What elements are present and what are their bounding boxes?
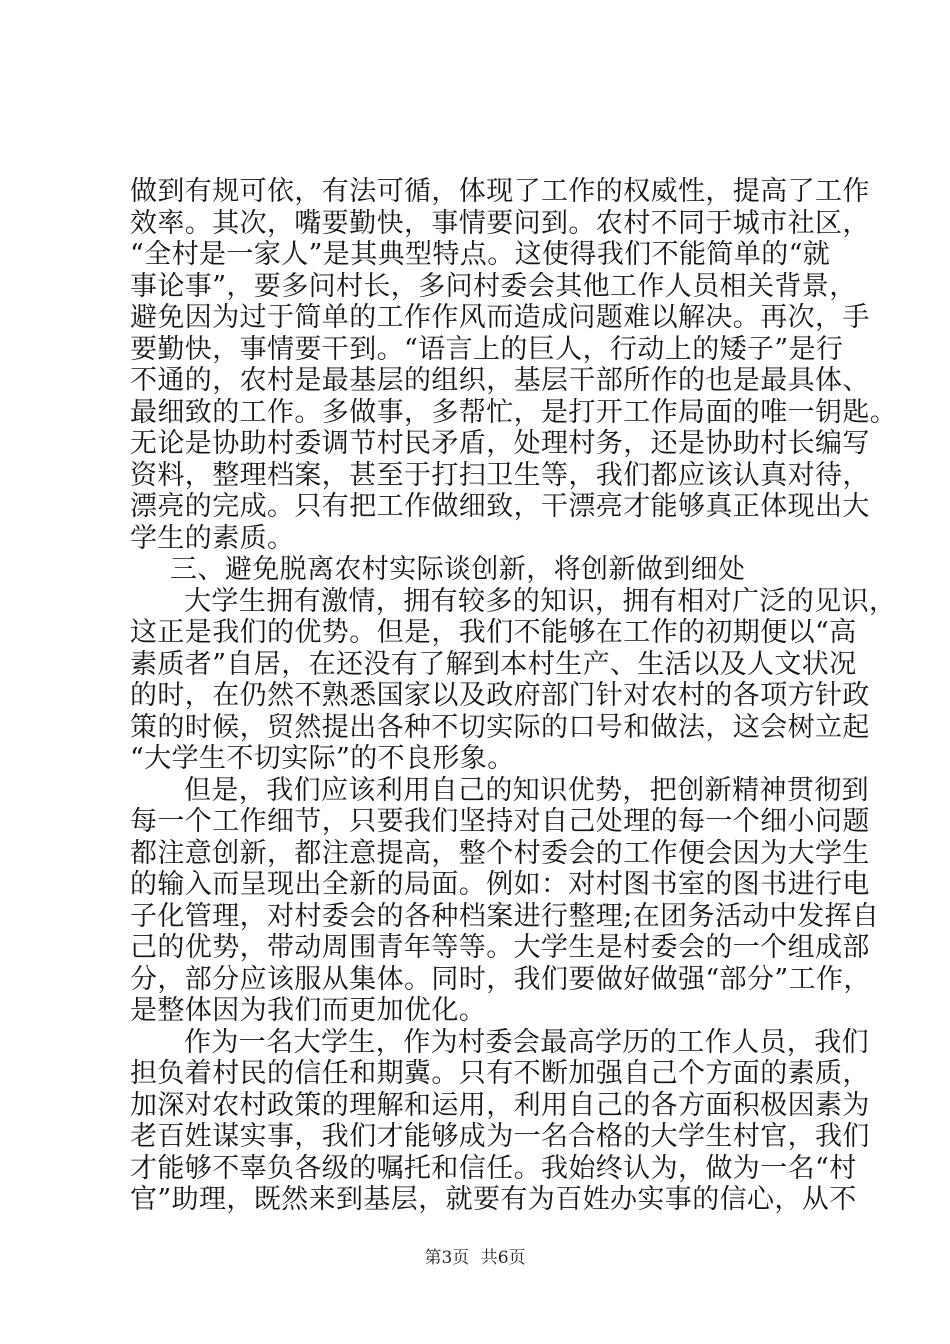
text-line: 但是，我们应该利用自己的知识优势，把创新精神贯彻到 xyxy=(184,774,869,806)
text-line: 老百姓谋实事，我们才能够成为一名合格的大学生村官，我们 xyxy=(130,1121,870,1152)
text-line: 这正是我们的优势。但是，我们不能够在工作的初期便以“高 xyxy=(130,617,857,648)
text-line: 作为一名大学生，作为村委会最高学历的工作人员，我们 xyxy=(184,1026,869,1058)
text-line: “全村是一家人”是其典型特点。这使得我们不能简单的“就 xyxy=(130,239,831,270)
page-total: 共6页 xyxy=(480,1248,526,1268)
text-line: 官”助理，既然来到基层，就要有为百姓办实事的信心，从不 xyxy=(130,1184,857,1215)
text-line: “大学生不切实际”的不良形象。 xyxy=(130,743,515,774)
text-line: 做到有规可依，有法可循，体现了工作的权威性，提高了工作 xyxy=(130,176,870,207)
text-line: 学生的素质。 xyxy=(130,522,295,554)
text-line: 资料，整理档案，甚至于打扫卫生等，我们都应该认真对待， xyxy=(130,459,870,491)
text-line: 每一个工作细节，只要我们坚持对自己处理的每一个细小问题 xyxy=(130,806,870,837)
text-line: 己的优势，带动周围青年等等。大学生是村委会的一个组成部 xyxy=(130,932,870,963)
text-line: 漂亮的完成。只有把工作做细致，干漂亮才能够真正体现出大 xyxy=(130,491,870,522)
text-line: 是整体因为我们而更加优化。 xyxy=(130,995,487,1026)
text-line: 最细致的工作。多做事，多帮忙，是打开工作局面的唯一钥匙。 xyxy=(130,396,898,428)
text-line: 不通的，农村是最基层的组织，基层干部所作的也是最具体、 xyxy=(130,365,870,396)
text-line: 素质者”自居，在还没有了解到本村生产、生活以及人文状况 xyxy=(130,648,857,680)
text-line: 都注意创新，都注意提高，整个村委会的工作便会因为大学生 xyxy=(130,837,870,869)
page-footer xyxy=(0,1243,950,1268)
text-line: 要勤快，事情要干到。“语言上的巨人，行动上的矮子”是行 xyxy=(130,333,844,365)
text-line: 效率。其次，嘴要勤快，事情要问到。农村不同于城市社区， xyxy=(130,207,870,239)
text-line: 的输入而呈现出全新的局面。例如：对村图书室的图书进行电 xyxy=(130,869,870,900)
page-number: 第3页 xyxy=(424,1248,470,1268)
text-line: 子化管理，对村委会的各种档案进行整理;在团务活动中发挥自 xyxy=(130,900,880,932)
text-line: 避免因为过于简单的工作作风而造成问题难以解决。再次，手 xyxy=(130,302,870,333)
body-text xyxy=(130,176,898,1216)
text-line: 大学生拥有激情，拥有较多的知识，拥有相对广泛的见识， xyxy=(184,585,897,617)
text-line: 加深对农村政策的理解和运用，利用自己的各方面积极因素为 xyxy=(130,1089,870,1121)
text-line: 分，部分应该服从集体。同时，我们要做好做强“部分”工作， xyxy=(130,963,871,995)
text-line: 担负着村民的信任和期冀。只有不断加强自己个方面的素质， xyxy=(130,1058,870,1089)
section-heading: 三、避免脱离农村实际谈创新，将创新做到细处 xyxy=(170,554,746,585)
text-line: 无论是协助村委调节村民矛盾，处理村务，还是协助村长编写 xyxy=(130,428,870,459)
text-line: 的时，在仍然不熟悉国家以及政府部门针对农村的各项方针政 xyxy=(130,680,870,711)
text-line: 才能够不辜负各级的嘱托和信任。我始终认为，做为一名“村 xyxy=(130,1152,857,1184)
text-line: 事论事”，要多问村长，多问村委会其他工作人员相关背景， xyxy=(130,270,857,302)
text-line: 策的时候，贸然提出各种不切实际的口号和做法，这会树立起 xyxy=(130,711,870,743)
